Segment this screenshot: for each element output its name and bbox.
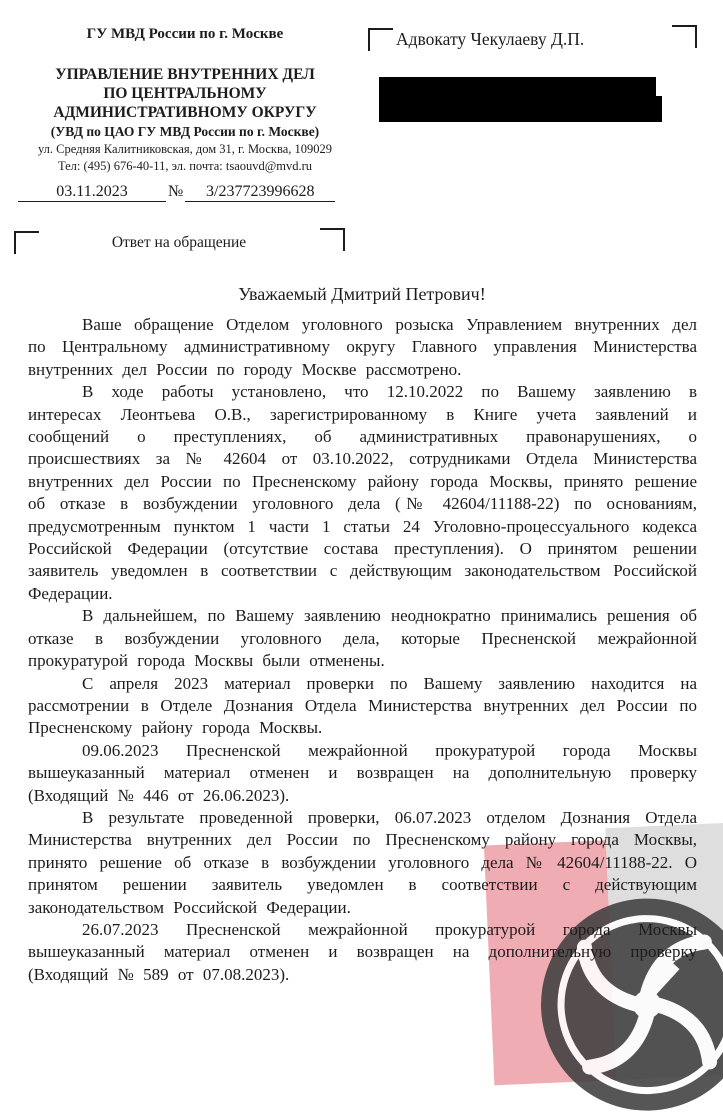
sender-org-abbrev: (УВД по ЦАО ГУ МВД России по г. Москве) [50, 124, 320, 139]
redacted-address-block [379, 77, 656, 122]
paragraph-2: В ходе работы установлено, что 12.10.2022 по Вашему заявлению в интересах Леонтьева О.В., зарегистрированному в Книге учета заявлений и сообщений о преступлениях, об административных правонарушениях, о происшествиях за № 42604 от 03.10.2022, сотрудниками Отдела Министерства внутренних дел России по Пресненскому району города Москвы, принято решение об отказе в возбуждении уголовного дела (№ 42604/11188-22) по основаниям, предусмотренным пунктом 1 части 1 статьи 24 Уголовно-процессуального кодекса Российской Федерации (отсутствие состава преступления). О принятом решении заявитель уведомлен в соответствии с действующим законодательством Российской Федерации. [28, 382, 697, 603]
letter-date: 03.11.2023 [18, 183, 166, 202]
paragraph-6: В результате проведенной проверки, 06.07.2023 отделом Дознания Отдела Министерства внутренних дел России по Пресненскому району города Москвы, принято решение об отказе в возбуждении уголовного дела № 42604/11188-22. О принятом решении заявитель уведомлен в соответствии с действующим законодательством Российской Федерации. [28, 807, 697, 917]
addressee-corner-left-icon [368, 28, 393, 51]
sender-org-line-3: АДМИНИСТРАТИВНОМУ ОКРУГУ [53, 104, 317, 121]
sender-postal-address: ул. Средняя Калитниковская, дом 31, г. Москва, 109029 [37, 142, 333, 156]
paragraph-3: В дальнейшем, по Вашему заявлению неоднократно принимались решения об отказе в возбуждении уголовного дела, которые Пресненской межрайонной прокуратурой города Москвы были отменены. [28, 606, 697, 671]
sender-org-line-2: ПО ЦЕНТРАЛЬНОМУ [103, 85, 267, 102]
sender-parent-org: ГУ МВД России по г. Москве [86, 26, 284, 42]
date-number-line [18, 183, 352, 202]
sender-org-line-1: УПРАВЛЕНИЕ ВНУТРЕННИХ ДЕЛ [55, 66, 315, 83]
sender-letterhead [18, 26, 352, 174]
salutation: Уважаемый Дмитрий Петрович! [238, 284, 486, 304]
outgoing-number: 3/237723996628 [185, 183, 335, 202]
sender-contacts: Тел: (495) 676-40-11, эл. почта: tsaouvd@mvd.ru [57, 159, 313, 173]
addressee-corner-right-icon [672, 25, 697, 48]
paragraph-5: 09.06.2023 Пресненской межрайонной прокуратурой города Москвы вышеуказанный материал отменен и возвращен на дополнительную проверку (Входящий № 446 от 26.06.2023). [28, 740, 697, 805]
number-sign: № [168, 183, 184, 200]
addressee-name: Адвокату Чекулаеву Д.П. [396, 29, 585, 49]
paragraph-4: С апреля 2023 материал проверки по Вашему заявлению находится на рассмотрении в Отделе Дознания Отдела Министерства внутренних дел России по Пресненскому району города Москвы. [28, 673, 697, 738]
subject-line: Ответ на обращение [111, 234, 247, 251]
redacted-address-block-step [653, 96, 662, 122]
paragraph-7: 26.07.2023 Пресненской межрайонной прокуратурой города Москвы вышеуказанный материал отменен и возвращен на дополнительную проверку (Входящий № 589 от 07.08.2023). [28, 919, 697, 984]
paragraph-1: Ваше обращение Отделом уголовного розыска Управлением внутренних дел по Центральному административному округу Главного управления Министерства внутренних дел России по городу Москве рассмотрено. [28, 315, 697, 379]
letter-body [28, 314, 697, 986]
